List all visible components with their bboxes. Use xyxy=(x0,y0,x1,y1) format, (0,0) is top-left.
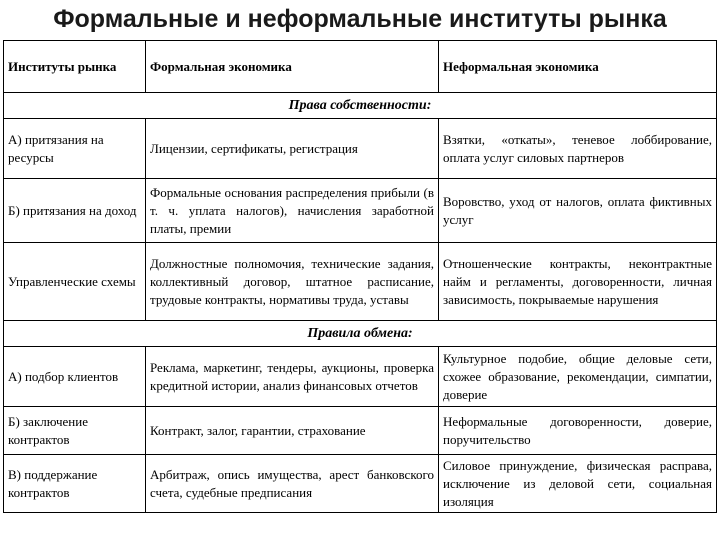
page-title: Формальные и неформальные институты рынка xyxy=(53,5,667,33)
section-title: Права собственности: xyxy=(4,93,717,119)
section-exchange-rules xyxy=(4,321,717,347)
row-name: Б) притязания на доход xyxy=(4,179,146,243)
header-institutions: Институты рынка xyxy=(4,41,146,93)
row-formal: Лицензии, сертификаты, регистрация xyxy=(146,119,439,179)
row-informal: Взятки, «откаты», теневое лоббирование, оплата услуг силовых партнеров xyxy=(439,119,717,179)
row-informal: Воровство, уход от налогов, оплата фиктивных услуг xyxy=(439,179,717,243)
table-row xyxy=(4,243,717,321)
institutions-table xyxy=(3,40,717,513)
row-formal: Контракт, залог, гарантии, страхование xyxy=(146,407,439,455)
section-property-rights xyxy=(4,93,717,119)
row-name: Б) заключение контрактов xyxy=(4,407,146,455)
row-formal: Должностные полномочия, технические задания, коллективный договор, штатное расписание, трудовые контракты, нормативы труда, уставы xyxy=(146,243,439,321)
section-title: Правила обмена: xyxy=(4,321,717,347)
row-informal: Силовое принуждение, физическая расправа, исключение из деловой сети, социальная изоляция xyxy=(439,455,717,513)
header-formal-economy: Формальная экономика xyxy=(146,41,439,93)
row-name: Управленческие схемы xyxy=(4,243,146,321)
row-informal: Неформальные договоренности, доверие, поручительство xyxy=(439,407,717,455)
table-row xyxy=(4,347,717,407)
row-informal: Культурное подобие, общие деловые сети, схожее образование, рекомендации, симпатии, доверие xyxy=(439,347,717,407)
row-name: А) подбор клиентов xyxy=(4,347,146,407)
table-row xyxy=(4,119,717,179)
row-informal: Отношенческие контракты, неконтрактные найм и регламенты, договоренности, личная зависимость, покрываемые нарушения xyxy=(439,243,717,321)
table-header-row xyxy=(4,41,717,93)
table-row xyxy=(4,179,717,243)
header-informal-economy: Неформальная экономика xyxy=(439,41,717,93)
table-row xyxy=(4,455,717,513)
row-formal: Реклама, маркетинг, тендеры, аукционы, проверка кредитной истории, анализ финансовых отчетов xyxy=(146,347,439,407)
row-formal: Формальные основания распределения прибыли (в т. ч. уплата налогов), начисления заработной платы, премии xyxy=(146,179,439,243)
row-name: В) поддержание контрактов xyxy=(4,455,146,513)
table-row xyxy=(4,407,717,455)
row-formal: Арбитраж, опись имущества, арест банковского счета, судебные предписания xyxy=(146,455,439,513)
row-name: А) притязания на ресурсы xyxy=(4,119,146,179)
